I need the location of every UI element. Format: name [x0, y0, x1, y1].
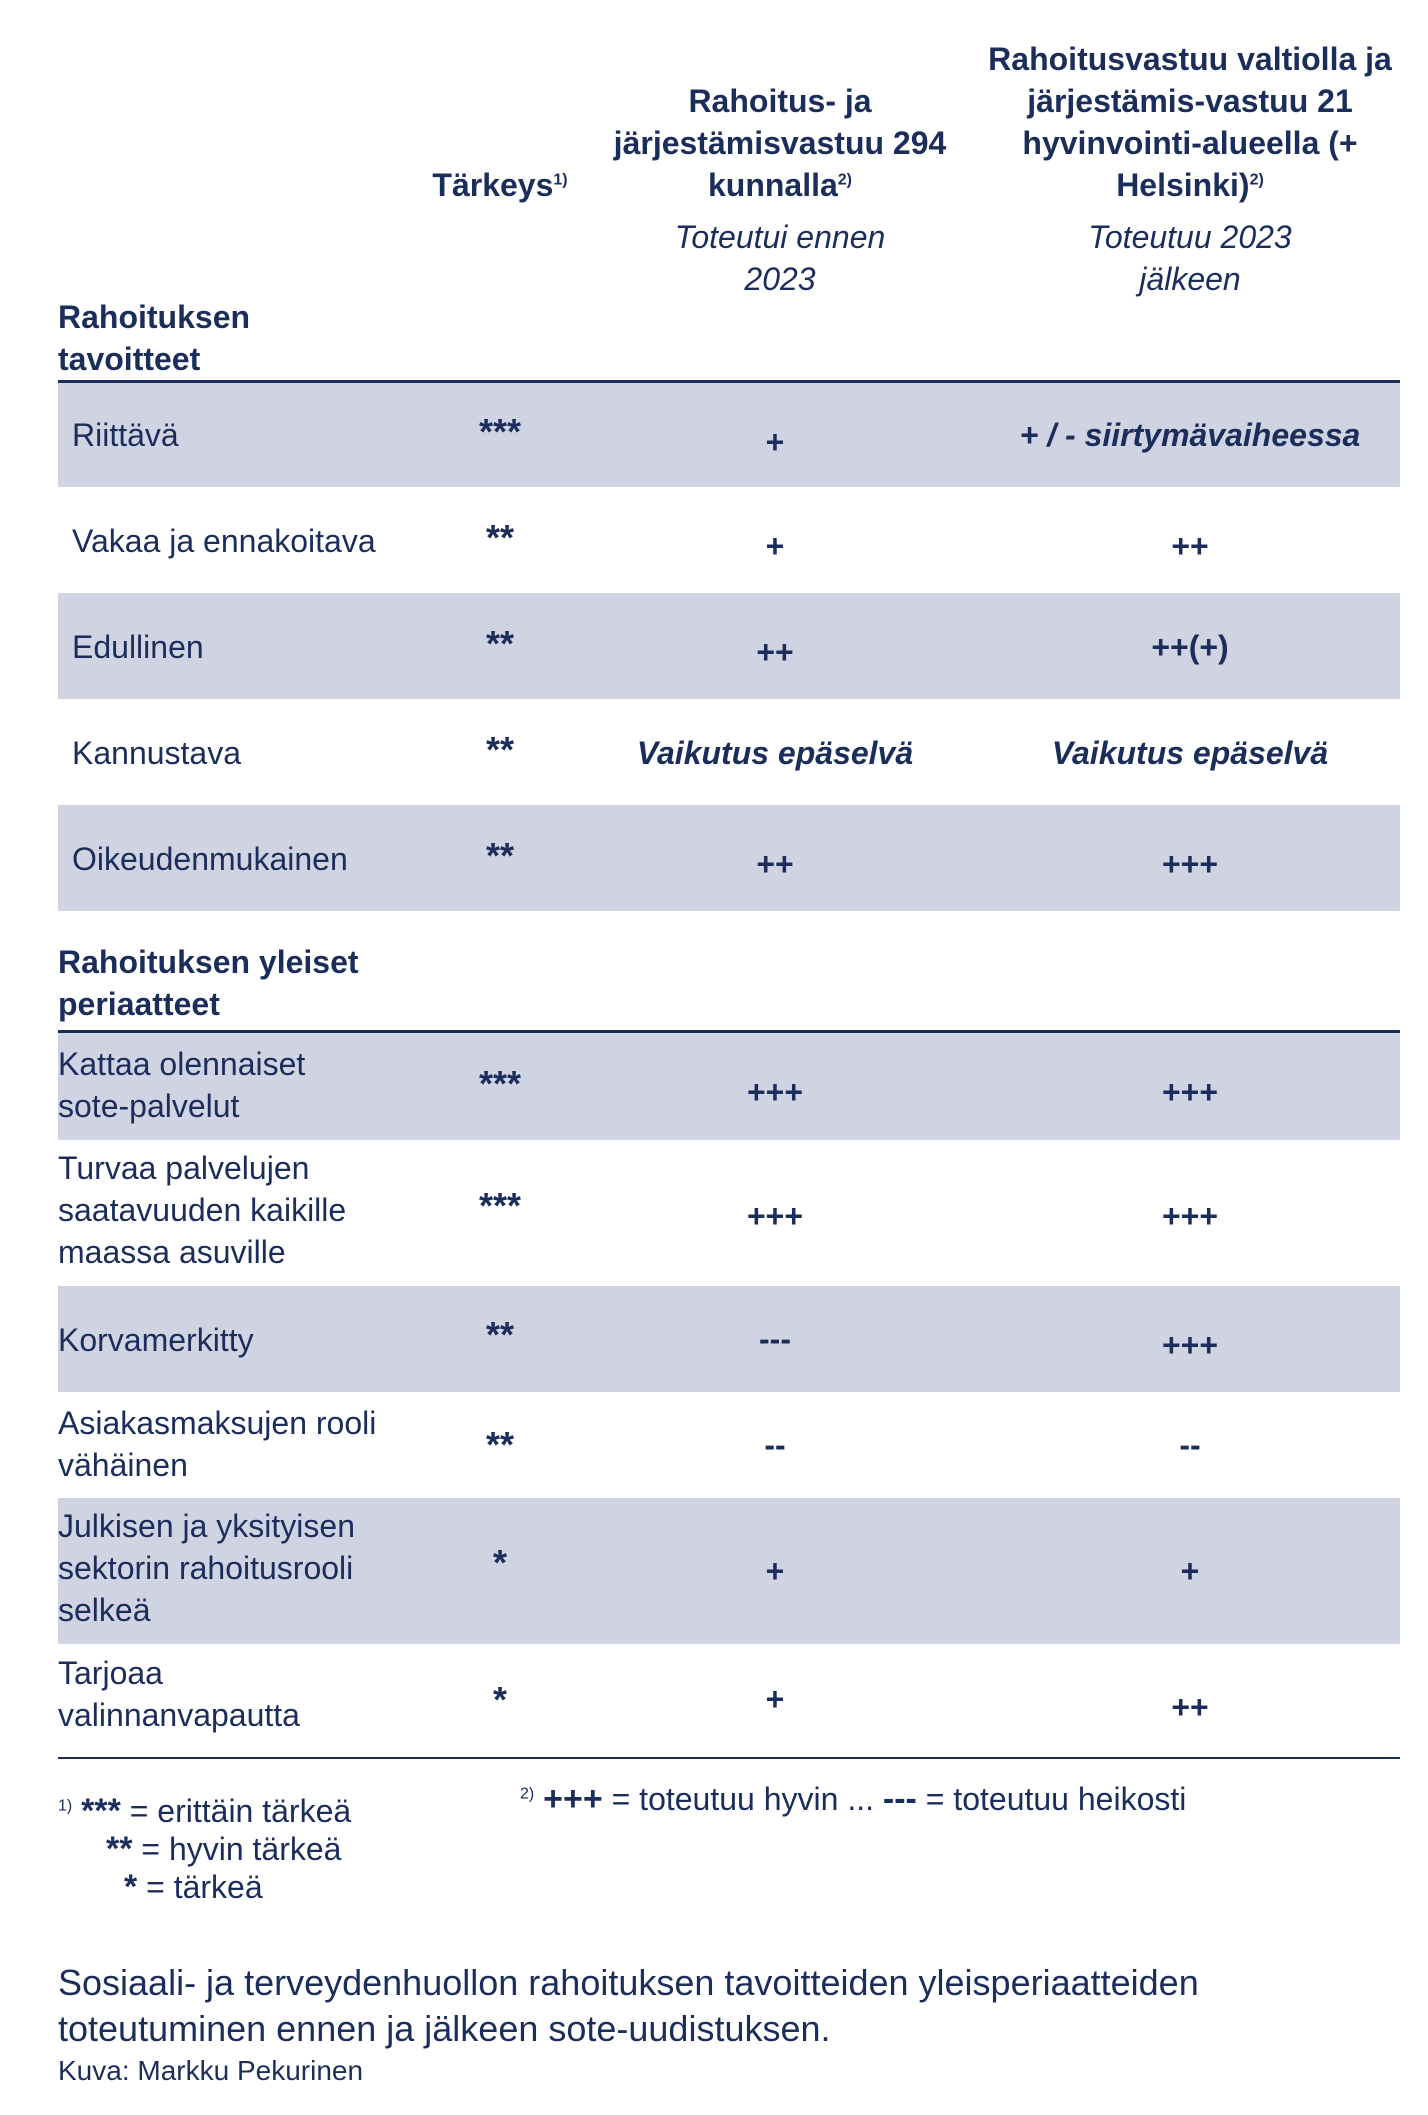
row-label: Tarjoaa valinnanvapautta — [58, 1655, 300, 1733]
row-importance: *** — [478, 411, 522, 452]
footnote-1-text-c: = tärkeä — [146, 1869, 263, 1905]
row-col1-value: -- — [764, 1427, 786, 1463]
row-col2-value: + — [1180, 1553, 1200, 1589]
row-importance: ** — [485, 1424, 515, 1465]
row-col2-value: +++ — [1161, 1074, 1219, 1110]
row-col2-value: ++ — [1171, 1689, 1209, 1725]
table-row — [58, 1392, 1400, 1498]
row-importance: ** — [485, 835, 515, 876]
row-col2-value: ++(+) — [1151, 629, 1229, 665]
table-row — [58, 1498, 1400, 1644]
table-row — [58, 1140, 1400, 1286]
col1-footnote-mark: 2) — [837, 171, 853, 189]
row-importance: * — [492, 1542, 507, 1583]
table-row — [58, 593, 1400, 699]
header-col2 — [985, 38, 1395, 206]
row-col1-value: +++ — [746, 1198, 804, 1234]
row-col2-value: ++ — [1171, 528, 1209, 564]
footnote-1-mark: 1) — [58, 1797, 73, 1815]
table-row — [58, 487, 1400, 593]
row-col2-value: +++ — [1161, 846, 1219, 882]
footnote-1-symbol-a: *** — [81, 1792, 121, 1830]
row-col1-value: + — [765, 528, 785, 564]
footnote-1-line-c — [58, 1868, 478, 1906]
footer-rule — [58, 1757, 1400, 1759]
row-importance: ** — [485, 623, 515, 664]
row-importance: *** — [478, 1063, 522, 1104]
footnote-1-line-a — [58, 1792, 478, 1830]
row-col1-value: + — [765, 424, 785, 460]
table-row — [58, 699, 1400, 805]
col1-subtitle: Toteutui ennen 2023 — [674, 219, 886, 297]
row-col1-value: ++ — [756, 634, 794, 670]
table-row — [58, 1286, 1400, 1392]
row-col2-value: +++ — [1161, 1198, 1219, 1234]
header-tarkeys — [410, 164, 590, 206]
row-label: Kattaa olennaiset sote-palvelut — [58, 1046, 306, 1124]
footnote-2-text-1: = toteutuu hyvin ... — [611, 1781, 874, 1817]
footnote-2-symbol-2: --- — [882, 1780, 917, 1818]
row-col2-value: +++ — [1161, 1327, 1219, 1363]
row-col1-value: + — [765, 1681, 785, 1717]
row-label: Edullinen — [72, 629, 204, 665]
col2-title: Rahoitusvastuu valtiolla ja järjestämis-vastuu 21 hyvinvointi-alueella (+ Helsinki) — [988, 41, 1392, 203]
row-col1-value: ++ — [756, 846, 794, 882]
footnote-1 — [58, 1792, 478, 1906]
image-credit: Kuva: Markku Pekurinen — [58, 2055, 364, 2086]
footnote-1-text-a: = erittäin tärkeä — [129, 1793, 352, 1829]
header-col1 — [580, 80, 980, 206]
row-label: Riittävä — [72, 417, 179, 453]
footnote-2-symbol-1: +++ — [543, 1780, 603, 1818]
table-row — [58, 383, 1400, 487]
tarkeys-label: Tärkeys — [432, 167, 554, 203]
section2-title: Rahoituksen yleiset periaatteet — [58, 944, 359, 1022]
tarkeys-footnote-mark: 1) — [553, 171, 568, 189]
table-row — [58, 1644, 1400, 1754]
table-row — [58, 1033, 1400, 1140]
row-col2-value: -- — [1179, 1427, 1201, 1463]
section1-title: Rahoituksen tavoitteet — [58, 299, 251, 377]
figure-caption: Sosiaali- ja terveydenhuollon rahoituksen tavoitteiden yleisperiaatteiden toteutuminen ennen ja jälkeen sote-uudistuksen. — [58, 1962, 1199, 2049]
footnote-2-text-2: = toteutuu heikosti — [925, 1781, 1187, 1817]
row-importance: ** — [485, 729, 515, 770]
row-col2-value: Vaikutus epäselvä — [1051, 735, 1329, 771]
row-label: Turvaa palvelujen saatavuuden kaikille maassa asuville — [58, 1150, 347, 1270]
footnote-1-line-b — [58, 1830, 478, 1868]
row-importance: * — [492, 1679, 507, 1720]
row-col2-value: + / - siirtymävaiheessa — [1019, 417, 1361, 453]
row-label: Korvamerkitty — [58, 1322, 254, 1358]
row-importance: *** — [478, 1185, 522, 1226]
col2-footnote-mark: 2) — [1249, 171, 1264, 189]
footnote-1-symbol-b: ** — [106, 1830, 133, 1868]
footnote-2-mark: 2) — [520, 1785, 535, 1803]
col2-subtitle: Toteutuu 2023 jälkeen — [1088, 219, 1292, 297]
col1-title: Rahoitus- ja järjestämisvastuu 294 kunnalla — [613, 83, 947, 203]
row-label: Julkisen ja yksityisen sektorin rahoitusrooli selkeä — [58, 1508, 355, 1628]
row-col1-value: --- — [759, 1321, 791, 1357]
footnote-2 — [520, 1780, 1400, 1818]
footnote-1-symbol-c: * — [124, 1868, 138, 1906]
row-importance: ** — [485, 1314, 515, 1355]
table-row — [58, 805, 1400, 911]
row-label: Kannustava — [72, 735, 242, 771]
row-importance: ** — [485, 517, 515, 558]
row-label: Asiakasmaksujen rooli vähäinen — [58, 1405, 377, 1483]
row-label: Oikeudenmukainen — [72, 841, 348, 877]
row-col1-value: + — [765, 1553, 785, 1589]
row-col1-value: Vaikutus epäselvä — [636, 735, 914, 771]
row-col1-value: +++ — [746, 1074, 804, 1110]
footnote-1-text-b: = hyvin tärkeä — [141, 1831, 342, 1867]
row-label: Vakaa ja ennakoitava — [72, 523, 376, 559]
